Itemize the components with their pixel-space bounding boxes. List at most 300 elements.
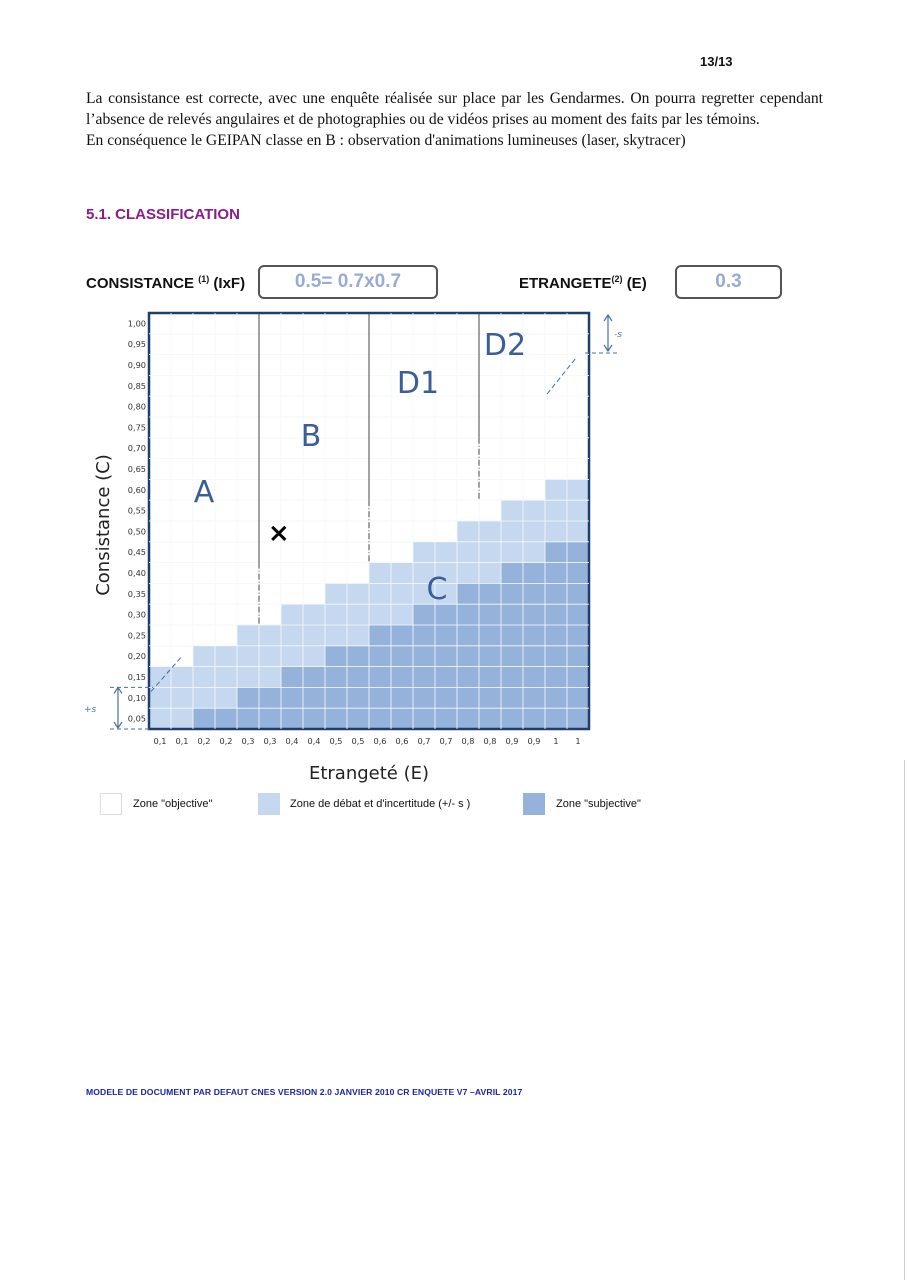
chart-cell bbox=[303, 396, 325, 417]
chart-cell bbox=[193, 625, 215, 646]
chart-y-tick-label: 0,05 bbox=[127, 713, 146, 724]
chart-cell bbox=[501, 708, 523, 729]
etrangete-label bbox=[519, 274, 647, 292]
chart-cell bbox=[479, 667, 501, 688]
chart-y-tick-label: 0,60 bbox=[127, 484, 146, 495]
chart-cell bbox=[435, 500, 457, 521]
chart-cell bbox=[347, 687, 369, 708]
chart-cell bbox=[457, 521, 479, 542]
chart-cell bbox=[237, 708, 259, 729]
chart-region-label: C bbox=[426, 572, 448, 607]
chart-cell bbox=[479, 521, 501, 542]
chart-cell bbox=[171, 375, 193, 396]
chart-cell bbox=[523, 667, 545, 688]
chart-cell bbox=[281, 604, 303, 625]
chart-cell bbox=[347, 667, 369, 688]
chart-cell bbox=[391, 667, 413, 688]
chart-cell bbox=[325, 708, 347, 729]
chart-cell bbox=[281, 583, 303, 604]
chart-cell bbox=[237, 479, 259, 500]
chart-cell bbox=[391, 521, 413, 542]
chart-cell bbox=[479, 708, 501, 729]
chart-cell bbox=[567, 667, 589, 688]
chart-cell bbox=[325, 438, 347, 459]
chart-cell bbox=[149, 438, 171, 459]
chart-cell bbox=[457, 334, 479, 355]
chart-cell bbox=[171, 708, 193, 729]
chart-cell bbox=[567, 375, 589, 396]
chart-cell bbox=[567, 625, 589, 646]
chart-y-tick-label: 0,95 bbox=[127, 339, 146, 350]
chart-cell bbox=[391, 500, 413, 521]
chart-y-tick-label: 0,90 bbox=[127, 360, 146, 370]
chart-cell bbox=[413, 313, 435, 334]
chart-y-tick-label: 0,70 bbox=[127, 443, 146, 454]
chart-cell bbox=[347, 646, 369, 667]
chart-cell bbox=[215, 479, 237, 500]
chart-cell bbox=[325, 687, 347, 708]
chart-cell bbox=[303, 459, 325, 480]
chart-cell bbox=[479, 563, 501, 584]
chart-cell bbox=[391, 583, 413, 604]
chart-x-tick-label: 0,1 bbox=[175, 736, 189, 746]
chart-cell bbox=[347, 355, 369, 376]
chart-cell bbox=[435, 646, 457, 667]
chart-cell bbox=[435, 334, 457, 355]
chart-cell bbox=[545, 521, 567, 542]
chart-cell bbox=[347, 583, 369, 604]
chart-cell bbox=[215, 583, 237, 604]
chart-cell bbox=[391, 459, 413, 480]
chart-cell bbox=[325, 521, 347, 542]
chart-cell bbox=[237, 313, 259, 334]
chart-cell bbox=[281, 687, 303, 708]
chart-cell bbox=[259, 563, 281, 584]
chart-x-tick-label: 0,9 bbox=[527, 736, 541, 746]
chart-x-tick-label: 0,9 bbox=[505, 736, 519, 746]
etrangete-label-suffix: (E) bbox=[626, 275, 647, 292]
chart-cell bbox=[567, 563, 589, 584]
chart-cell bbox=[193, 417, 215, 438]
chart-cell bbox=[479, 646, 501, 667]
chart-cell bbox=[259, 625, 281, 646]
chart-cell bbox=[193, 583, 215, 604]
chart-cell bbox=[523, 500, 545, 521]
chart-cell bbox=[325, 583, 347, 604]
chart-cell bbox=[215, 313, 237, 334]
chart-cell bbox=[281, 313, 303, 334]
chart-cell bbox=[149, 667, 171, 688]
chart-cell bbox=[479, 375, 501, 396]
chart-cell bbox=[523, 438, 545, 459]
chart-cell bbox=[171, 500, 193, 521]
chart-x-tick-label: 0,4 bbox=[307, 736, 321, 746]
chart-cell bbox=[325, 563, 347, 584]
chart-x-tick-label: 1 bbox=[553, 736, 559, 746]
chart-cell bbox=[281, 334, 303, 355]
chart-cell bbox=[303, 479, 325, 500]
chart-cell bbox=[171, 604, 193, 625]
chart-cell bbox=[391, 646, 413, 667]
chart-cell bbox=[369, 667, 391, 688]
chart-cell bbox=[281, 375, 303, 396]
chart-cell bbox=[303, 355, 325, 376]
chart-cell bbox=[237, 500, 259, 521]
chart-cell bbox=[325, 625, 347, 646]
chart-cell bbox=[149, 604, 171, 625]
chart-cell bbox=[281, 563, 303, 584]
legend-label-debate: Zone de débat et d'incertitude (+/- s ) bbox=[290, 798, 471, 810]
chart-cell bbox=[479, 625, 501, 646]
chart-cell bbox=[237, 375, 259, 396]
chart-cell bbox=[501, 375, 523, 396]
chart-cell bbox=[501, 479, 523, 500]
chart-cell bbox=[457, 583, 479, 604]
chart-cell bbox=[171, 313, 193, 334]
chart-cell bbox=[281, 646, 303, 667]
legend-swatch-debate bbox=[258, 793, 280, 815]
legend-swatch-subjective bbox=[523, 793, 545, 815]
chart-cell bbox=[325, 334, 347, 355]
chart-cell bbox=[215, 459, 237, 480]
chart-cell bbox=[501, 687, 523, 708]
chart-cell bbox=[567, 583, 589, 604]
chart-cell bbox=[259, 708, 281, 729]
chart-cell bbox=[523, 459, 545, 480]
chart-y-tick-label: 0,80 bbox=[127, 401, 146, 412]
chart-x-tick-label: 0,8 bbox=[461, 736, 475, 746]
chart-cell bbox=[435, 313, 457, 334]
chart-cell bbox=[457, 417, 479, 438]
chart-cell bbox=[523, 625, 545, 646]
chart-cell bbox=[501, 521, 523, 542]
chart-cell bbox=[545, 687, 567, 708]
chart-cell bbox=[457, 563, 479, 584]
chart-cell bbox=[435, 625, 457, 646]
chart-cell bbox=[149, 417, 171, 438]
chart-cell bbox=[193, 542, 215, 563]
chart-cell bbox=[413, 646, 435, 667]
chart-cell bbox=[567, 417, 589, 438]
chart-cell bbox=[215, 438, 237, 459]
legend-swatch-objective bbox=[100, 793, 122, 815]
chart-x-tick-label: 0,4 bbox=[285, 736, 299, 746]
body-paragraph bbox=[86, 88, 823, 151]
chart-cell bbox=[457, 375, 479, 396]
chart-cell bbox=[171, 438, 193, 459]
chart-cell bbox=[567, 708, 589, 729]
chart-cell bbox=[523, 687, 545, 708]
chart-cell bbox=[523, 375, 545, 396]
chart-cell bbox=[369, 459, 391, 480]
chart-cell bbox=[325, 479, 347, 500]
chart-cell bbox=[457, 646, 479, 667]
document-footer: MODELE DE DOCUMENT PAR DEFAUT CNES VERSION 2.0 JANVIER 2010 CR ENQUETE V7 –AVRIL 2017 bbox=[86, 1087, 523, 1097]
chart-cell bbox=[149, 625, 171, 646]
chart-cell bbox=[435, 687, 457, 708]
chart-region-label: D2 bbox=[483, 328, 527, 363]
chart-cell bbox=[303, 563, 325, 584]
chart-cell bbox=[303, 687, 325, 708]
chart-cell bbox=[281, 355, 303, 376]
chart-cell bbox=[545, 334, 567, 355]
chart-y-tick-label: 0,55 bbox=[127, 505, 146, 516]
chart-cell bbox=[347, 334, 369, 355]
chart-cell bbox=[567, 334, 589, 355]
chart-cell bbox=[457, 479, 479, 500]
chart-y-tick-label: 0,20 bbox=[127, 651, 146, 662]
chart-cell bbox=[523, 583, 545, 604]
chart-cell bbox=[215, 396, 237, 417]
chart-cell bbox=[413, 417, 435, 438]
chart-cell bbox=[149, 563, 171, 584]
chart-cell bbox=[171, 625, 193, 646]
chart-cell bbox=[347, 563, 369, 584]
chart-y-tick-label: 0,75 bbox=[127, 422, 146, 433]
chart-cell bbox=[259, 687, 281, 708]
chart-cell bbox=[369, 375, 391, 396]
chart-cell bbox=[237, 417, 259, 438]
chart-cell bbox=[523, 542, 545, 563]
chart-cell bbox=[215, 500, 237, 521]
chart-cell bbox=[303, 646, 325, 667]
chart-cell bbox=[325, 396, 347, 417]
chart-cell bbox=[149, 375, 171, 396]
chart-cell bbox=[325, 459, 347, 480]
chart-cell bbox=[347, 500, 369, 521]
chart-cell bbox=[215, 667, 237, 688]
chart-cell bbox=[369, 500, 391, 521]
chart-legend bbox=[100, 793, 700, 817]
chart-cell bbox=[303, 313, 325, 334]
chart-cell bbox=[369, 563, 391, 584]
chart-cell bbox=[325, 542, 347, 563]
chart-cell bbox=[259, 355, 281, 376]
chart-cell bbox=[457, 667, 479, 688]
chart-cell bbox=[391, 438, 413, 459]
chart-cell bbox=[303, 604, 325, 625]
chart-cell bbox=[391, 479, 413, 500]
chart-y-tick-label: 0,45 bbox=[127, 547, 146, 558]
chart-cell bbox=[303, 334, 325, 355]
chart-cell bbox=[259, 646, 281, 667]
chart-cell bbox=[567, 542, 589, 563]
chart-cell bbox=[523, 396, 545, 417]
chart-cell bbox=[457, 500, 479, 521]
chart-cell bbox=[545, 563, 567, 584]
chart-y-tick-label: 0,35 bbox=[127, 588, 146, 599]
chart-x-tick-label: 0,3 bbox=[263, 736, 277, 746]
chart-cell bbox=[347, 417, 369, 438]
chart-x-tick-label: 0,3 bbox=[241, 736, 255, 746]
chart-cell bbox=[149, 646, 171, 667]
chart-region-label: B bbox=[300, 419, 322, 454]
chart-cell bbox=[391, 563, 413, 584]
chart-cell bbox=[237, 438, 259, 459]
chart-region-label: D1 bbox=[396, 366, 440, 401]
consistance-label-text: CONSISTANCE bbox=[86, 275, 195, 292]
chart-cell bbox=[457, 313, 479, 334]
chart-cell bbox=[523, 334, 545, 355]
chart-cell bbox=[171, 521, 193, 542]
chart-cell bbox=[149, 542, 171, 563]
chart-cell bbox=[567, 438, 589, 459]
chart-cell bbox=[149, 500, 171, 521]
chart-cell bbox=[479, 479, 501, 500]
chart-cell bbox=[303, 667, 325, 688]
chart-cell bbox=[369, 355, 391, 376]
chart-cell bbox=[435, 521, 457, 542]
etrangete-footnote-ref: (2) bbox=[611, 274, 623, 284]
chart-cell bbox=[413, 667, 435, 688]
chart-cell bbox=[347, 396, 369, 417]
chart-cell bbox=[281, 625, 303, 646]
chart-cell bbox=[259, 583, 281, 604]
chart-cell bbox=[149, 479, 171, 500]
chart-x-tick-label: 0,6 bbox=[395, 736, 409, 746]
chart-cell bbox=[237, 667, 259, 688]
chart-cell bbox=[215, 355, 237, 376]
chart-cell bbox=[193, 355, 215, 376]
chart-s-minus-label: -s bbox=[614, 330, 622, 340]
chart-cell bbox=[259, 417, 281, 438]
chart-cell bbox=[479, 438, 501, 459]
chart-cell bbox=[501, 563, 523, 584]
chart-cell bbox=[193, 687, 215, 708]
chart-cell bbox=[479, 583, 501, 604]
chart-cell bbox=[369, 521, 391, 542]
chart-cell bbox=[171, 583, 193, 604]
etrangete-value-box: 0.3 bbox=[675, 265, 782, 299]
chart-cell bbox=[325, 646, 347, 667]
classification-chart bbox=[0, 300, 908, 790]
chart-y-tick-label: 0,15 bbox=[127, 672, 146, 682]
chart-cell bbox=[413, 708, 435, 729]
chart-cell bbox=[413, 542, 435, 563]
chart-cell bbox=[281, 438, 303, 459]
chart-cell bbox=[567, 396, 589, 417]
chart-cell bbox=[523, 355, 545, 376]
chart-cell bbox=[259, 667, 281, 688]
consistance-footnote-ref: (1) bbox=[198, 274, 210, 284]
chart-cell bbox=[413, 521, 435, 542]
chart-cell bbox=[545, 625, 567, 646]
chart-cell bbox=[435, 542, 457, 563]
chart-cell bbox=[347, 604, 369, 625]
chart-cell bbox=[171, 687, 193, 708]
chart-cell bbox=[545, 708, 567, 729]
chart-cell bbox=[523, 521, 545, 542]
chart-cell bbox=[413, 625, 435, 646]
chart-cell bbox=[391, 625, 413, 646]
chart-cell bbox=[215, 417, 237, 438]
chart-cell bbox=[391, 334, 413, 355]
legend-label-subjective: Zone "subjective" bbox=[556, 798, 641, 810]
chart-cell bbox=[347, 708, 369, 729]
chart-cell bbox=[347, 459, 369, 480]
chart-cell bbox=[523, 563, 545, 584]
consistance-label-suffix: (IxF) bbox=[213, 275, 246, 292]
chart-cell bbox=[413, 500, 435, 521]
chart-cell bbox=[523, 604, 545, 625]
chart-cell bbox=[479, 396, 501, 417]
chart-cell bbox=[215, 604, 237, 625]
chart-cell bbox=[391, 604, 413, 625]
chart-x-tick-label: 1 bbox=[575, 736, 581, 746]
chart-cell bbox=[435, 667, 457, 688]
chart-cell bbox=[501, 646, 523, 667]
chart-cell bbox=[523, 646, 545, 667]
chart-cell bbox=[369, 479, 391, 500]
chart-cell bbox=[325, 604, 347, 625]
chart-cell bbox=[215, 334, 237, 355]
chart-cell bbox=[501, 417, 523, 438]
chart-x-tick-label: 0,5 bbox=[329, 736, 343, 746]
chart-cell bbox=[545, 604, 567, 625]
chart-cell bbox=[149, 313, 171, 334]
chart-cell bbox=[193, 521, 215, 542]
chart-cell bbox=[325, 667, 347, 688]
chart-x-tick-label: 0,6 bbox=[373, 736, 387, 746]
chart-cell bbox=[479, 459, 501, 480]
chart-y-tick-label: 0,65 bbox=[127, 464, 146, 474]
chart-cell bbox=[237, 646, 259, 667]
chart-cell bbox=[435, 438, 457, 459]
chart-cell bbox=[325, 375, 347, 396]
chart-cell bbox=[193, 396, 215, 417]
page-edge-rule bbox=[904, 760, 905, 1280]
chart-x-tick-label: 0,1 bbox=[153, 736, 167, 746]
chart-cell bbox=[259, 313, 281, 334]
section-heading: 5.1. CLASSIFICATION bbox=[86, 206, 240, 223]
chart-cell bbox=[413, 334, 435, 355]
chart-cell bbox=[237, 604, 259, 625]
chart-cell bbox=[545, 646, 567, 667]
chart-cell bbox=[369, 417, 391, 438]
chart-cell bbox=[457, 687, 479, 708]
chart-cell bbox=[215, 625, 237, 646]
chart-cell bbox=[215, 708, 237, 729]
chart-cell bbox=[567, 646, 589, 667]
chart-cell bbox=[259, 375, 281, 396]
chart-cell bbox=[567, 687, 589, 708]
chart-cell bbox=[435, 417, 457, 438]
chart-cell bbox=[435, 708, 457, 729]
chart-cell bbox=[215, 542, 237, 563]
chart-cell bbox=[347, 542, 369, 563]
chart-cell bbox=[391, 687, 413, 708]
chart-cell bbox=[215, 646, 237, 667]
chart-cell bbox=[545, 542, 567, 563]
chart-cell bbox=[413, 479, 435, 500]
chart-cell bbox=[391, 313, 413, 334]
chart-cell bbox=[545, 479, 567, 500]
chart-cell bbox=[259, 438, 281, 459]
chart-cell bbox=[149, 708, 171, 729]
chart-cell bbox=[413, 687, 435, 708]
chart-cell bbox=[457, 459, 479, 480]
chart-y-tick-label: 0,25 bbox=[127, 630, 146, 641]
chart-cell bbox=[369, 604, 391, 625]
chart-cell bbox=[501, 438, 523, 459]
chart-cell bbox=[369, 708, 391, 729]
chart-cell bbox=[171, 542, 193, 563]
chart-cell bbox=[237, 542, 259, 563]
chart-cell bbox=[545, 355, 567, 376]
chart-cell bbox=[215, 521, 237, 542]
chart-cell bbox=[347, 625, 369, 646]
chart-cell bbox=[545, 313, 567, 334]
